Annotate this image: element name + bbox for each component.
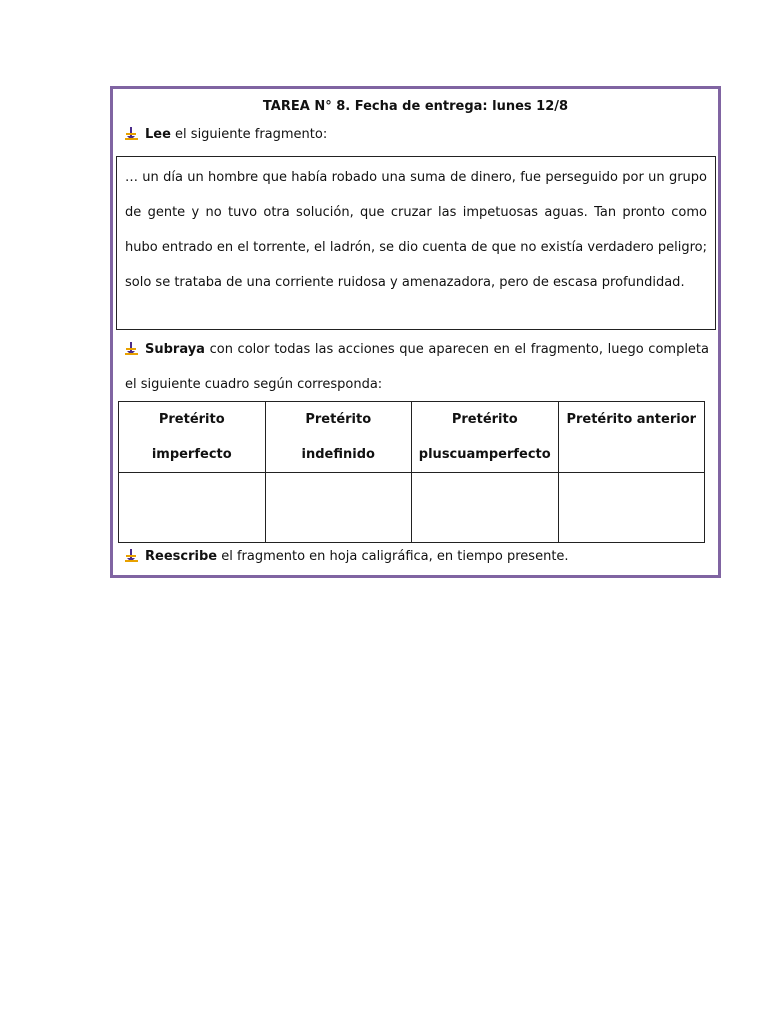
header-preterito-pluscuamperfecto: Pretérito pluscuamperfecto [412, 402, 559, 473]
instruction-read [125, 127, 327, 141]
homework-title: TAREA N° 8. Fecha de entrega: lunes 12/8 [262, 99, 569, 114]
reading-passage: … un día un hombre que había robado una suma de dinero, fue perseguido por un grupo de gente y no tuvo otra solución, que cruzar las impetuosas aguas. Tan pronto como hubo entrado en el torrente, el ladrón, se dio cuenta de que no existía verdadero peligro; solo se trataba de una corriente ruidosa y amenazadora, pero de escasa profundidad. [116, 156, 716, 330]
header-preterito-imperfecto: Pretérito imperfecto [119, 402, 266, 473]
arrow-down-bullet-icon [125, 334, 138, 347]
answer-cell-pluscuamperfecto[interactable] [412, 473, 559, 543]
instruction-rewrite-verb: Reescribe [145, 549, 218, 564]
instruction-read-verb: Lee [145, 127, 171, 142]
table-row [119, 473, 705, 543]
instruction-rewrite [125, 549, 569, 563]
instruction-underline [125, 332, 709, 402]
instruction-read-text: el siguiente fragmento: [170, 127, 328, 142]
answer-cell-indefinido[interactable] [265, 473, 412, 543]
table-header-row [119, 402, 705, 473]
homework-frame [110, 86, 721, 578]
arrow-down-bullet-icon [125, 549, 138, 562]
header-preterito-indefinido: Pretérito indefinido [265, 402, 412, 473]
header-preterito-anterior: Pretérito anterior [558, 402, 705, 473]
answer-cell-imperfecto[interactable] [119, 473, 266, 543]
tense-table [118, 401, 705, 543]
instruction-underline-verb: Subraya [145, 342, 205, 357]
instruction-underline-text: con color todas las acciones que aparecen en el fragmento, luego completa el siguiente cuadro según corresponda: [125, 342, 709, 392]
answer-cell-anterior[interactable] [558, 473, 705, 543]
instruction-rewrite-text: el fragmento en hoja caligráfica, en tiempo presente. [217, 549, 569, 564]
arrow-down-bullet-icon [125, 127, 138, 140]
